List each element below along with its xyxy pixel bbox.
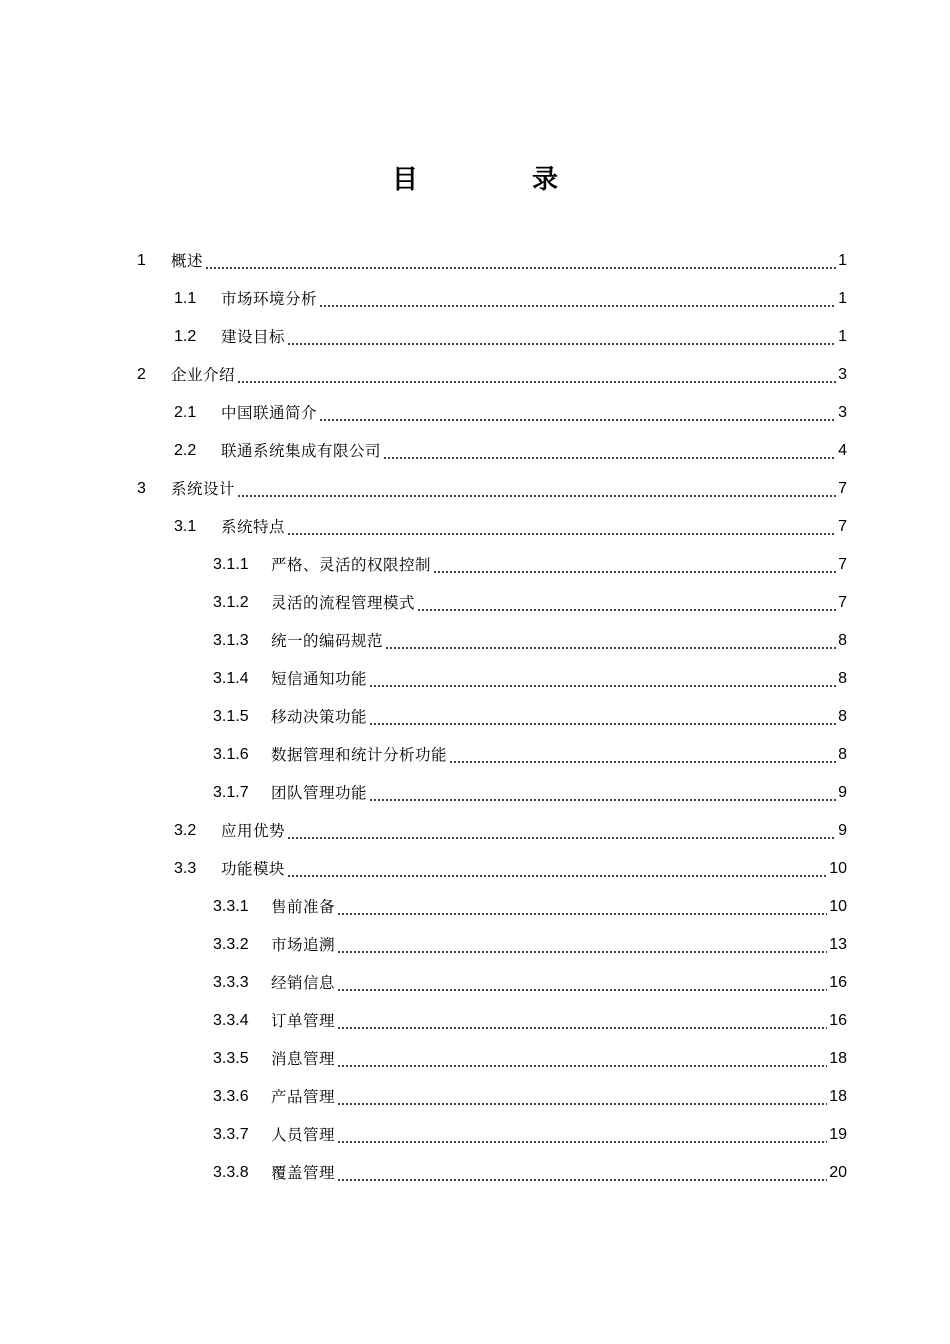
toc-entry-page: 1 [838,290,847,307]
toc-entry-number: 3.3.1 [213,898,249,915]
toc-dot-leader [205,242,836,280]
toc-entry-number: 3.2 [174,822,197,839]
toc-entry-number: 3.3.4 [213,1012,249,1029]
toc-entry-title: 建设目标 [221,328,286,346]
toc-dot-leader [369,698,836,736]
toc-dot-leader [337,1078,827,1116]
toc-dot-leader [433,546,836,584]
toc-entry-title: 市场环境分析 [221,290,318,308]
toc-entry-number: 3.3.6 [213,1088,249,1105]
toc-entry-page: 19 [829,1126,847,1143]
toc-entry-page: 8 [838,670,847,687]
toc-dot-leader [337,1154,827,1192]
toc-entry-page: 18 [829,1088,847,1105]
toc-entry[interactable] [0,774,950,812]
toc-entry-number: 3.3.8 [213,1164,249,1181]
toc-entry[interactable] [0,1154,950,1192]
toc-dot-leader [337,888,827,926]
toc-dot-leader [287,812,836,850]
toc-entry-title: 系统设计 [171,480,236,498]
toc-entry[interactable] [0,1040,950,1078]
toc-dot-leader [287,508,836,546]
toc-entry-page: 10 [829,860,847,877]
toc-entry[interactable] [0,660,950,698]
toc-entry-number: 2 [137,366,146,383]
toc-entry-title: 应用优势 [221,822,286,840]
toc-dot-leader [337,1002,827,1040]
toc-entry[interactable] [0,546,950,584]
toc-entry-title: 消息管理 [271,1050,336,1068]
toc-entry-page: 9 [838,822,847,839]
toc-entry-title: 覆盖管理 [271,1164,336,1182]
toc-entry[interactable] [0,242,950,280]
toc-dot-leader [287,850,827,888]
toc-entry-title: 产品管理 [271,1088,336,1106]
toc-entry[interactable] [0,356,950,394]
toc-dot-leader [237,356,836,394]
toc-entry[interactable] [0,736,950,774]
toc-entry-title: 企业介绍 [171,366,236,384]
toc-entry-page: 13 [829,936,847,953]
toc-entry-page: 3 [838,366,847,383]
toc-entry-title: 中国联通简介 [221,404,318,422]
toc-entry-number: 2.2 [174,442,197,459]
toc-entry[interactable] [0,850,950,888]
toc-entry-page: 1 [838,252,847,269]
toc-dot-leader [449,736,836,774]
toc-entry[interactable] [0,508,950,546]
toc-entry[interactable] [0,926,950,964]
toc-entry-number: 3.3.2 [213,936,249,953]
toc-dot-leader [337,1116,827,1154]
toc-entry-title: 系统特点 [221,518,286,536]
toc-dot-leader [337,964,827,1002]
toc-entry-page: 16 [829,1012,847,1029]
toc-entry-title: 移动决策功能 [271,708,368,726]
toc-entry[interactable] [0,1116,950,1154]
toc-entry-number: 3 [137,480,146,497]
toc-entry-title: 人员管理 [271,1126,336,1144]
toc-entry-number: 3.1.1 [213,556,249,573]
toc-entry[interactable] [0,1078,950,1116]
toc-entry-page: 10 [829,898,847,915]
toc-entry-title: 概述 [171,252,204,270]
toc-entry[interactable] [0,698,950,736]
toc-entry-number: 3.1 [174,518,197,535]
toc-entry-page: 3 [838,404,847,421]
toc-entry-number: 1 [137,252,146,269]
toc-entry-title: 短信通知功能 [271,670,368,688]
toc-entry-title: 售前准备 [271,898,336,916]
toc-dot-leader [287,318,836,356]
toc-entry-number: 3.1.3 [213,632,249,649]
toc-dot-leader [319,280,836,318]
toc-entry-title: 严格、灵活的权限控制 [271,556,432,574]
toc-entry-title: 数据管理和统计分析功能 [271,746,448,764]
toc-entry-page: 7 [838,556,847,573]
toc-title: 目 录 [391,165,602,195]
toc-entry[interactable] [0,888,950,926]
toc-entry-number: 1.1 [174,290,197,307]
toc-entry-title: 经销信息 [271,974,336,992]
toc-entry-page: 9 [838,784,847,801]
toc-entry-title: 灵活的流程管理模式 [271,594,416,612]
toc-dot-leader [337,1040,827,1078]
toc-dot-leader [385,622,836,660]
toc-entry[interactable] [0,432,950,470]
toc-entry-page: 7 [838,594,847,611]
toc-dot-leader [337,926,827,964]
toc-list [0,242,950,1192]
toc-dot-leader [369,774,836,812]
toc-entry-title: 统一的编码规范 [271,632,384,650]
toc-entry-page: 7 [838,480,847,497]
toc-entry-number: 3.3.5 [213,1050,249,1067]
toc-entry-number: 3.1.6 [213,746,249,763]
toc-dot-leader [237,470,836,508]
toc-entry-page: 8 [838,746,847,763]
toc-entry-page: 1 [838,328,847,345]
toc-entry-number: 3.3.3 [213,974,249,991]
toc-entry-page: 18 [829,1050,847,1067]
toc-entry-number: 3.1.7 [213,784,249,801]
toc-dot-leader [369,660,836,698]
toc-entry-number: 3.3 [174,860,197,877]
toc-entry[interactable] [0,812,950,850]
toc-entry-title: 订单管理 [271,1012,336,1030]
toc-entry-title: 团队管理功能 [271,784,368,802]
toc-entry-page: 4 [838,442,847,459]
toc-entry-page: 8 [838,708,847,725]
toc-entry[interactable] [0,1002,950,1040]
toc-entry-title: 联通系统集成有限公司 [221,442,382,460]
toc-entry-number: 3.1.4 [213,670,249,687]
toc-entry[interactable] [0,622,950,660]
toc-entry-number: 3.1.5 [213,708,249,725]
toc-entry[interactable] [0,584,950,622]
toc-entry-number: 3.3.7 [213,1126,249,1143]
toc-entry-title: 功能模块 [221,860,286,878]
toc-entry-title: 市场追溯 [271,936,336,954]
toc-entry-number: 1.2 [174,328,197,345]
toc-entry-page: 8 [838,632,847,649]
toc-entry-page: 7 [838,518,847,535]
toc-entry-page: 20 [829,1164,847,1181]
toc-entry[interactable] [0,470,950,508]
toc-entry[interactable] [0,318,950,356]
toc-entry-page: 16 [829,974,847,991]
toc-entry[interactable] [0,964,950,1002]
toc-dot-leader [319,394,836,432]
toc-dot-leader [417,584,836,622]
toc-entry-number: 2.1 [174,404,197,421]
toc-entry[interactable] [0,280,950,318]
toc-dot-leader [383,432,836,470]
toc-entry[interactable] [0,394,950,432]
toc-entry-number: 3.1.2 [213,594,249,611]
